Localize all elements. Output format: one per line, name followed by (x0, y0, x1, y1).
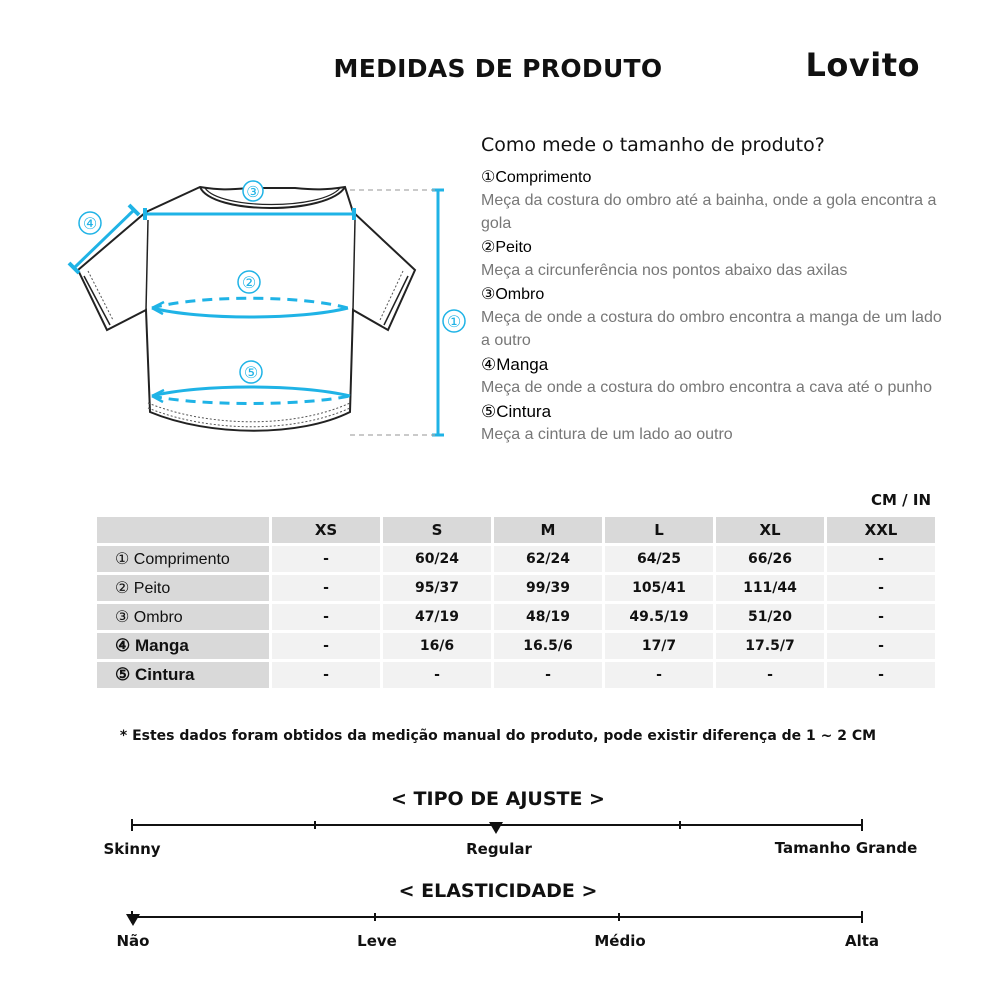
guide-text-sleeve: Meça de onde a costura do ombro encontra a cava até o punho (481, 379, 932, 396)
tshirt-measurement-diagram (50, 160, 470, 450)
table-cell: - (272, 546, 380, 572)
guide-label-chest: ②Peito (481, 239, 532, 256)
column-header: XS (272, 517, 380, 543)
table-cell: 51/20 (716, 604, 824, 630)
guide-label-length: ①Comprimento (481, 169, 592, 186)
marker-5: ⑤ (243, 363, 259, 382)
table-cell: 66/26 (716, 546, 824, 572)
row-label: ③ Ombro (97, 604, 269, 630)
table-corner (97, 517, 269, 543)
marker-3: ③ (246, 183, 260, 201)
guide-heading: Como mede o tamanho de produto? (481, 134, 825, 156)
table-cell: - (827, 604, 935, 630)
table-cell: 17/7 (605, 633, 713, 659)
table-cell: 47/19 (383, 604, 491, 630)
table-cell: 111/44 (716, 575, 824, 601)
row-label: ② Peito (97, 575, 269, 601)
table-row (97, 575, 935, 601)
guide-text-shoulder: Meça de onde a costura do ombro encontra a manga de um lado a outro (481, 309, 942, 349)
elasticity-label-high: Alta (844, 932, 880, 950)
table-header-row (97, 517, 935, 543)
fit-selected-marker (489, 822, 503, 834)
marker-2: ② (241, 273, 257, 292)
row-label: ⑤ Cintura (97, 662, 269, 688)
fit-label-regular: Regular (466, 840, 532, 858)
table-cell: 17.5/7 (716, 633, 824, 659)
table-cell: 62/24 (494, 546, 602, 572)
table-cell: - (272, 633, 380, 659)
elasticity-selected-marker (126, 914, 140, 926)
column-header: M (494, 517, 602, 543)
tshirt-outline (78, 187, 415, 431)
table-cell: - (716, 662, 824, 688)
table-cell: - (605, 662, 713, 688)
table-row (97, 604, 935, 630)
marker-4: ④ (82, 214, 98, 233)
guide-text-waist: Meça a cintura de um lado ao outro (481, 426, 733, 443)
marker-1: ① (446, 312, 462, 331)
row-label: ① Comprimento (97, 546, 269, 572)
elasticity-label-medium: Médio (594, 932, 646, 950)
guide-text-length: Meça da costura do ombro até a bainha, onde a gola encontra a gola (481, 192, 937, 232)
table-cell: - (494, 662, 602, 688)
table-cell: - (827, 633, 935, 659)
table-row (97, 633, 935, 659)
table-cell: 95/37 (383, 575, 491, 601)
elasticity-label-none: Não (116, 932, 150, 950)
table-row (97, 546, 935, 572)
table-cell: - (272, 604, 380, 630)
measurement-note: * Estes dados foram obtidos da medição manual do produto, pode existir diferença de 1 ~ 2 CM (119, 728, 877, 744)
page-title: MEDIDAS DE PRODUTO (333, 54, 663, 83)
guide-list (481, 167, 951, 448)
fit-scale-title: < TIPO DE AJUSTE > (391, 788, 605, 810)
brand-logo: Lovito (805, 46, 920, 84)
size-table (94, 514, 938, 691)
column-header: XXL (827, 517, 935, 543)
table-cell: 60/24 (383, 546, 491, 572)
table-cell: - (383, 662, 491, 688)
elasticity-label-light: Leve (357, 932, 397, 950)
table-cell: - (827, 662, 935, 688)
guide-text-chest: Meça a circunferência nos pontos abaixo das axilas (481, 262, 848, 279)
guide-label-sleeve: ④Manga (481, 355, 549, 374)
table-cell: 49.5/19 (605, 604, 713, 630)
table-cell: 48/19 (494, 604, 602, 630)
guide-label-waist: ⑤Cintura (481, 402, 552, 421)
table-cell: - (827, 546, 935, 572)
fit-label-large: Tamanho Grande (774, 839, 918, 857)
table-cell: 64/25 (605, 546, 713, 572)
table-cell: - (272, 662, 380, 688)
elasticity-scale-title: < ELASTICIDADE > (398, 880, 598, 902)
table-row (97, 662, 935, 688)
table-cell: 16/6 (383, 633, 491, 659)
table-cell: - (272, 575, 380, 601)
table-cell: 16.5/6 (494, 633, 602, 659)
column-header: S (383, 517, 491, 543)
row-label: ④ Manga (97, 633, 269, 659)
column-header: L (605, 517, 713, 543)
table-cell: 105/41 (605, 575, 713, 601)
column-header: XL (716, 517, 824, 543)
unit-label: CM / IN (871, 491, 931, 509)
table-cell: - (827, 575, 935, 601)
guide-label-shoulder: ③Ombro (481, 286, 545, 303)
fit-label-skinny: Skinny (103, 840, 161, 858)
table-cell: 99/39 (494, 575, 602, 601)
